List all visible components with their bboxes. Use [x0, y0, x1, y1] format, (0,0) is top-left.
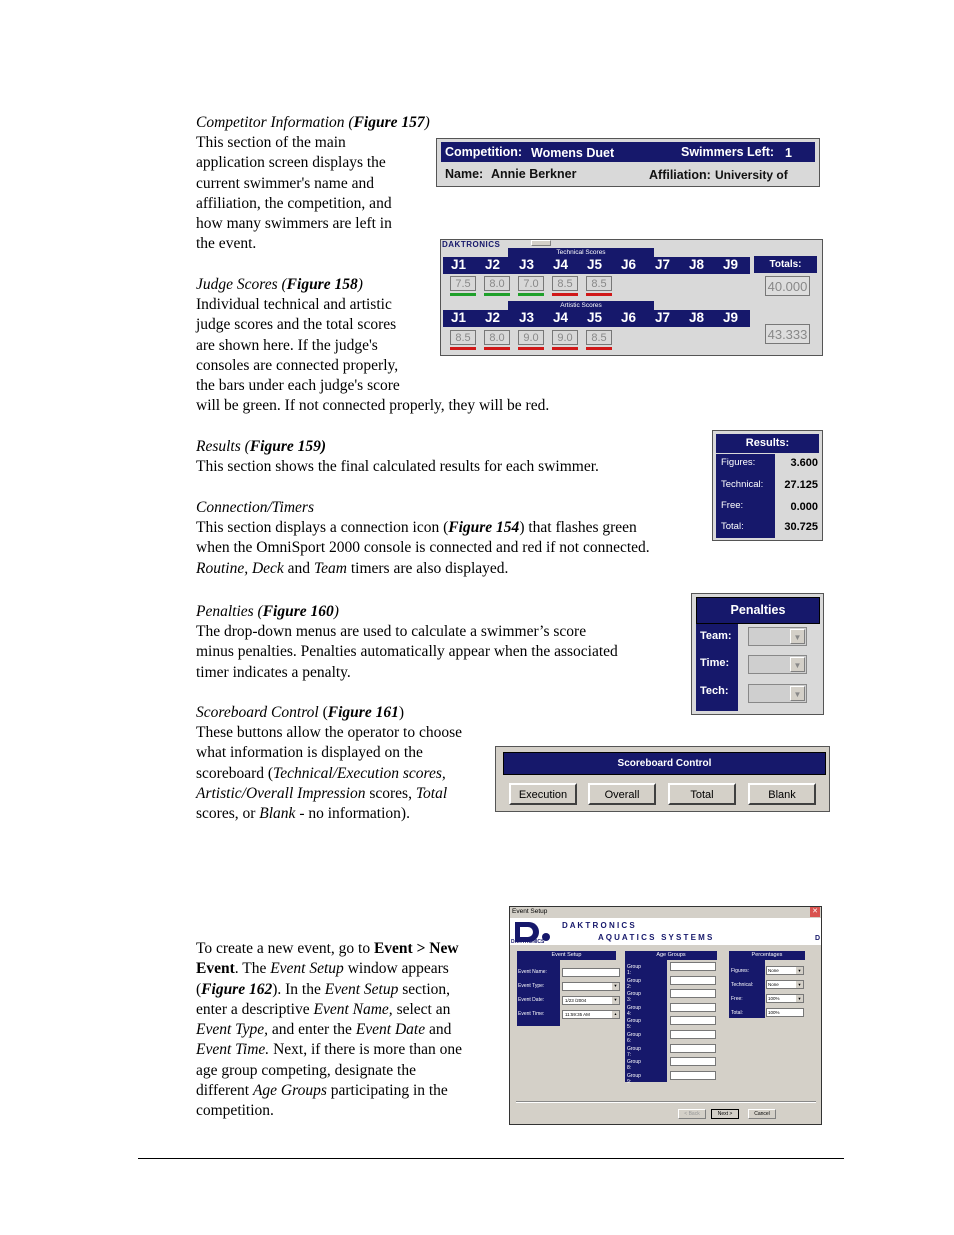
swimmers-left-value: 1 — [785, 146, 792, 160]
back-button[interactable]: < Back — [678, 1109, 706, 1119]
body-line: will be green. If not connected properly, they will be red. — [196, 397, 550, 415]
event-name-input[interactable] — [562, 968, 620, 977]
tech-penalty-select[interactable] — [748, 684, 807, 703]
body-line: age group competing, designate the — [196, 1061, 416, 1079]
team-penalty-select[interactable] — [748, 627, 807, 646]
body-line: are shown here. If the judge's — [196, 336, 378, 354]
figures-value: 3.600 — [790, 457, 818, 469]
execution-button[interactable]: Execution — [509, 783, 577, 805]
close-icon[interactable]: ✕ — [810, 907, 820, 917]
text: enter a descriptive — [196, 1000, 314, 1018]
connection-status-bar — [484, 293, 510, 296]
body-line: These buttons allow the operator to choose — [196, 724, 463, 741]
age-group-input[interactable] — [670, 962, 716, 971]
judge-label: J3 — [519, 257, 535, 272]
text: Event Type, — [196, 1021, 269, 1039]
brand-header — [510, 918, 821, 945]
dropdown-arrow-icon[interactable]: ▼ — [790, 629, 805, 644]
text: Artistic/Overall Impression — [196, 784, 366, 802]
percentage-value: 100% — [768, 1010, 780, 1015]
text: This section displays a connection icon ( — [196, 519, 449, 536]
judge-score: 7.5 — [450, 276, 476, 291]
body-line: application screen displays the — [196, 154, 386, 172]
body-line: what information is displayed on the — [196, 744, 423, 762]
event-time-input[interactable] — [562, 1010, 620, 1019]
body-line: timer indicates a penalty. — [196, 663, 351, 681]
penalties-panel — [691, 593, 824, 715]
age-group-label: Group 2: — [627, 977, 641, 990]
age-group-label: Group 8: — [627, 1059, 641, 1072]
age-group-label: Group 9: — [627, 1072, 641, 1085]
total-button[interactable]: Total — [668, 783, 736, 805]
percentage-select[interactable] — [766, 966, 804, 975]
brand-edge-glyph: D — [814, 935, 820, 942]
age-group-input[interactable] — [670, 1030, 716, 1039]
event-setup-window — [509, 906, 822, 1125]
next-button[interactable]: Next > — [711, 1109, 739, 1119]
cancel-button[interactable]: Cancel — [748, 1109, 776, 1119]
judge-score: 8.5 — [450, 330, 476, 345]
connection-status-bar — [552, 347, 578, 350]
judge-label: J6 — [621, 310, 637, 325]
overall-button[interactable]: Overall — [588, 783, 656, 805]
text: scores, or — [196, 805, 260, 823]
figure-ref: Figure 159) — [249, 438, 327, 455]
event-time-value: 11:59:35 AM — [565, 1012, 590, 1017]
judge-label: J5 — [587, 257, 603, 272]
judge-label: J7 — [655, 310, 671, 325]
figure-ref: Figure 158 — [286, 276, 358, 293]
daktronics-logo: DAKTRONICS — [442, 240, 501, 249]
judge-score: 8.0 — [484, 276, 510, 291]
text: Blank — [259, 805, 296, 823]
judge-label: J8 — [689, 310, 705, 325]
text: Age Groups — [252, 1082, 327, 1100]
scoreboard-body — [196, 723, 462, 824]
event-type-select[interactable] — [562, 982, 620, 991]
text: and — [283, 559, 314, 577]
judge-score: 8.5 — [586, 276, 612, 291]
tab-handle[interactable] — [531, 240, 551, 246]
age-group-input[interactable] — [670, 989, 716, 998]
body-line: affiliation, the competition, and — [196, 194, 392, 212]
connection-status-bar — [518, 347, 544, 350]
age-group-label: Group 4: — [627, 1004, 641, 1017]
text: ). In the — [272, 980, 325, 998]
artistic-scores-title: Artistic Scores — [508, 301, 654, 310]
competitor-heading — [196, 113, 430, 133]
penalties-heading — [196, 602, 339, 622]
age-groups-title: Age Groups — [625, 951, 717, 960]
scoreboard-control-title: Scoreboard Control — [503, 752, 826, 775]
figure-ref: Figure 154 — [448, 519, 520, 536]
scoreboard-heading — [196, 703, 404, 723]
competitor-info-panel — [436, 138, 820, 187]
figure-ref: Figure 157 — [353, 114, 425, 131]
menu-path: Event > New — [373, 940, 459, 957]
connection-status-bar — [552, 293, 578, 296]
judge-label: J4 — [553, 257, 569, 272]
technical-judge-header — [443, 257, 750, 274]
text: Event Time. — [196, 1041, 270, 1059]
competition-bar — [441, 142, 815, 162]
connection-status-bar — [484, 347, 510, 350]
text: scores, — [365, 784, 416, 802]
body-line: current swimmer's name and — [196, 174, 374, 192]
text: Event Name, — [313, 1000, 393, 1018]
results-body: This section shows the final calculated results for each swimmer. — [196, 458, 599, 475]
judge-label: J5 — [587, 310, 603, 325]
judge-score: 9.0 — [518, 330, 544, 345]
judge-label: J9 — [723, 257, 739, 272]
penalties-body — [196, 622, 618, 683]
window-title: Event Setup — [512, 908, 548, 915]
age-group-input[interactable] — [670, 1003, 716, 1012]
percentage-value: 100% — [768, 996, 780, 1001]
time-penalty-label: Time: — [700, 657, 730, 669]
dropdown-arrow-icon[interactable]: ▼ — [790, 686, 805, 701]
judge-label: J1 — [451, 310, 467, 325]
brand-line-1: D A K T R O N I C S — [562, 921, 635, 930]
figure-ref: Figure 161 — [327, 704, 399, 721]
free-value: 0.000 — [790, 501, 818, 513]
swimmers-left-label: Swimmers Left: — [681, 145, 775, 159]
text: Technical/Execution scores, — [273, 764, 446, 782]
judge-scores-panel — [440, 239, 823, 356]
text: Routine, Deck — [196, 559, 284, 577]
text: scoreboard ( — [196, 764, 274, 782]
text: window appears — [343, 960, 449, 978]
brand-line-2: A Q U A T I C S S Y S T E M S — [598, 933, 713, 942]
percentage-value: None — [768, 968, 779, 973]
text: select an — [392, 1000, 451, 1018]
body-line: when the OmniSport 2000 console is connected and red if not connected. — [196, 539, 650, 557]
dropdown-arrow-icon[interactable]: ▼ — [613, 997, 618, 1002]
heading-text: Results ( — [196, 438, 250, 455]
age-group-input[interactable] — [670, 1071, 716, 1080]
body-line: competition. — [196, 1102, 274, 1120]
judge-label: J6 — [621, 257, 637, 272]
technical-total: 40.000 — [765, 276, 810, 296]
percentage-value: None — [768, 982, 779, 987]
judge-score: 8.5 — [552, 276, 578, 291]
judge-label: J3 — [519, 310, 535, 325]
event-time-label: Event Time: — [518, 1011, 545, 1017]
judge-label: J7 — [655, 257, 671, 272]
tech-penalty-label: Tech: — [700, 685, 729, 697]
results-heading — [196, 437, 326, 457]
figure-ref: Figure 160 — [262, 603, 334, 620]
percentage-label: Technical: — [731, 982, 754, 988]
heading-text: Penalties ( — [196, 603, 263, 620]
percentages-title: Percentages — [729, 951, 805, 960]
body-line: the event. — [196, 235, 257, 253]
team-penalty-label: Team: — [700, 630, 732, 642]
percentage-select[interactable] — [766, 980, 804, 989]
text: Event Date — [355, 1021, 426, 1039]
judge-label: J2 — [485, 257, 501, 272]
heading-open: ( — [318, 704, 328, 721]
judges-heading — [196, 275, 363, 295]
swimmer-name: Annie Berkner — [491, 167, 577, 181]
judge-label: J2 — [485, 310, 501, 325]
name-label: Name: — [445, 167, 484, 181]
figure-ref: Figure 162 — [201, 980, 273, 998]
text: Event Setup — [270, 960, 344, 978]
competition-value: Womens Duet — [531, 146, 615, 160]
technical-label: Technical: — [721, 479, 764, 490]
new-event-body — [196, 939, 462, 1122]
judge-score: 8.5 — [586, 330, 612, 345]
percentage-select[interactable] — [766, 994, 804, 1003]
text: Next, if there is more than one — [269, 1041, 463, 1059]
heading-close: ) — [333, 603, 339, 620]
connection-status-bar — [586, 293, 612, 296]
affiliation-label: Affiliation: — [649, 168, 711, 182]
menu-path: Event — [196, 960, 235, 978]
percentage-label: Figures: — [731, 968, 750, 974]
results-panel — [712, 430, 823, 541]
body-line: The drop-down menus are used to calculate a swimmer’s score — [196, 623, 587, 640]
text: timers are also displayed. — [346, 559, 509, 577]
body-line: Individual technical and artistic — [196, 296, 392, 313]
age-group-label: Group 6: — [627, 1032, 641, 1044]
judge-label: J4 — [553, 310, 569, 325]
age-group-input[interactable] — [670, 1057, 716, 1066]
dropdown-arrow-icon[interactable]: ▼ — [790, 657, 805, 672]
text: . The — [234, 960, 271, 978]
heading-close: ) — [398, 704, 404, 721]
event-setup-title: Event Setup — [517, 951, 616, 960]
text: and enter the — [268, 1021, 356, 1039]
text: Event Setup — [324, 980, 399, 998]
body-line: minus penalties. Penalties automatically appear when the associated — [196, 643, 618, 661]
percentage-label: Free: — [731, 996, 743, 1002]
body-line: how many swimmers are left in — [196, 215, 392, 233]
footer-rule — [138, 1158, 844, 1159]
dropdown-arrow-icon[interactable]: ▼ — [797, 968, 802, 973]
percentage-label: Total: — [731, 1010, 743, 1016]
judge-score: 9.0 — [552, 330, 578, 345]
text: Team — [313, 559, 347, 577]
technical-scores-title: Technical Scores — [508, 248, 654, 257]
scoreboard-control-panel — [495, 746, 830, 812]
spinner-icon[interactable]: ▴ — [612, 1011, 619, 1018]
dropdown-arrow-icon[interactable]: ▼ — [797, 996, 802, 1001]
age-group-label: Group 5: — [627, 1018, 641, 1031]
judge-score: 8.0 — [484, 330, 510, 345]
event-date-label: Event Date: — [518, 997, 545, 1003]
heading-close: ) — [357, 276, 363, 293]
age-group-input[interactable] — [670, 1016, 716, 1025]
text: Total — [415, 784, 448, 802]
dropdown-arrow-icon[interactable]: ▼ — [613, 983, 618, 988]
connection-status-bar — [586, 347, 612, 350]
body-line: judge scores and the total scores — [196, 316, 397, 334]
text: ) that flashes green — [519, 519, 637, 536]
dropdown-arrow-icon[interactable]: ▼ — [797, 982, 802, 987]
total-label: Total: — [721, 521, 744, 532]
event-type-label: Event Type: — [518, 983, 545, 989]
age-group-label: Group 7: — [627, 1045, 641, 1058]
event-date-select[interactable] — [562, 996, 620, 1005]
percentage-select[interactable] — [766, 1008, 804, 1017]
figures-label: Figures: — [721, 457, 756, 468]
connection-heading: Connection/Timers — [196, 499, 314, 516]
heading-text: Competitor Information ( — [196, 114, 354, 131]
separator — [516, 1101, 816, 1103]
technical-value: 27.125 — [784, 479, 818, 491]
heading-text: Judge Scores ( — [196, 276, 287, 293]
text: To create a new event, go to — [196, 940, 374, 957]
artistic-total: 43.333 — [765, 324, 810, 344]
affiliation-value: University of — [715, 168, 788, 182]
total-value: 30.725 — [784, 521, 818, 533]
text: ( — [196, 980, 202, 998]
connection-status-bar — [450, 347, 476, 350]
competitor-body — [196, 133, 392, 255]
connection-status-bar — [518, 293, 544, 296]
judge-label: J1 — [451, 257, 467, 272]
judge-label: J8 — [689, 257, 705, 272]
text: different — [196, 1082, 253, 1100]
competition-label: Competition: — [445, 145, 523, 159]
heading-close: ) — [424, 114, 430, 131]
age-group-input[interactable] — [670, 976, 716, 985]
connection-status-bar — [450, 293, 476, 296]
judge-label: J9 — [723, 310, 739, 325]
free-label: Free: — [721, 500, 744, 511]
artistic-judge-header — [443, 310, 750, 327]
age-group-label: Group 3: — [627, 991, 641, 1004]
time-penalty-select[interactable] — [748, 655, 807, 674]
event-date-value: 1/23 /2004 — [565, 998, 587, 1003]
event-name-label: Event Name: — [518, 969, 547, 975]
penalties-title: Penalties — [696, 597, 820, 624]
text: and — [425, 1021, 452, 1039]
age-group-input[interactable] — [670, 1044, 716, 1053]
body-line: consoles are connected properly, — [196, 356, 399, 374]
body-line: This section of the main — [196, 134, 346, 151]
results-title: Results: — [716, 434, 819, 453]
text: participating in the — [326, 1082, 448, 1100]
text: - no information). — [295, 805, 410, 823]
blank-button[interactable]: Blank — [748, 783, 816, 805]
text: section, — [398, 980, 451, 998]
totals-label: Totals: — [754, 256, 817, 273]
heading-text: Scoreboard Control — [196, 704, 319, 721]
connection-body — [196, 518, 650, 579]
judge-score: 7.0 — [518, 276, 544, 291]
age-group-label: Group 1: — [627, 964, 641, 976]
body-line: the bars under each judge's score — [196, 377, 400, 395]
daktronics-logo-text: DAKTRONICS — [511, 939, 545, 945]
